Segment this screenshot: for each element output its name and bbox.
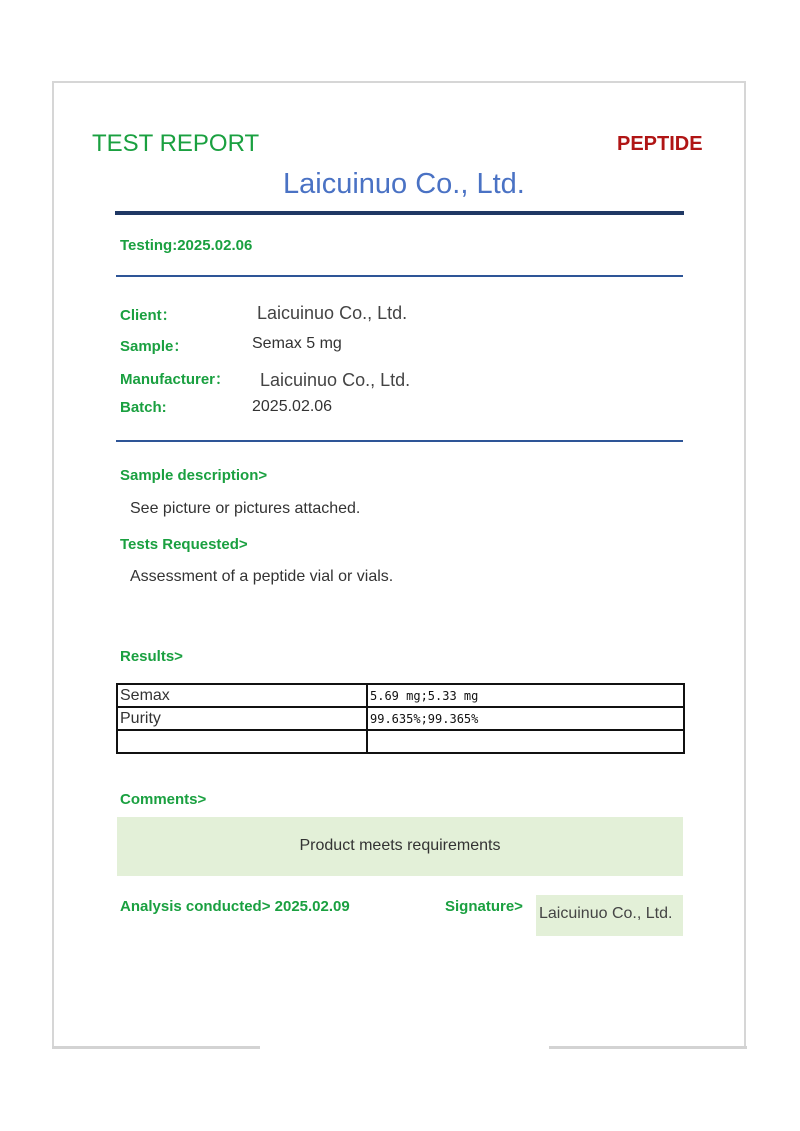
sample-label: Sample： [120, 338, 189, 355]
table-row [117, 707, 684, 730]
sample-description-heading: Sample description> [120, 467, 268, 484]
report-category: PEPTIDE [617, 133, 703, 155]
results-heading: Results> [120, 648, 183, 665]
result-name: Purity [117, 707, 367, 730]
table-row [117, 730, 684, 753]
manufacturer-label: Manufacturer： [120, 371, 231, 388]
result-value: 99.635%;99.365% [367, 707, 684, 730]
header-divider [115, 211, 684, 215]
sample-value: Semax 5 mg [252, 335, 342, 352]
signature-box [536, 895, 683, 936]
section-divider [116, 275, 683, 277]
comments-text: Product meets requirements [299, 837, 501, 854]
results-table [116, 683, 685, 754]
report-title: TEST REPORT [92, 130, 260, 157]
comments-box [117, 817, 683, 876]
sample-description-text: See picture or pictures attached. [130, 500, 361, 517]
signature-label: Signature> [445, 898, 523, 915]
testing-date: Testing:2025.02.06 [120, 237, 253, 254]
client-value: Laicuinuo Co., Ltd. [257, 303, 408, 323]
table-row [117, 684, 684, 707]
page-border-bottom-left [52, 1046, 260, 1049]
analysis-conducted: Analysis conducted> 2025.02.09 [120, 898, 350, 915]
manufacturer-value: Laicuinuo Co., Ltd. [260, 370, 411, 390]
page-border-bottom-right [549, 1046, 747, 1049]
company-name: Laicuinuo Co., Ltd. [283, 168, 525, 200]
result-value [367, 730, 684, 753]
result-value: 5.69 mg;5.33 mg [367, 684, 684, 707]
client-label: Client： [120, 307, 177, 324]
comments-heading: Comments> [120, 791, 207, 808]
tests-requested-text: Assessment of a peptide vial or vials. [130, 568, 394, 585]
tests-requested-heading: Tests Requested> [120, 536, 248, 553]
batch-value: 2025.02.06 [252, 398, 333, 415]
signature-value: Laicuinuo Co., Ltd. [539, 905, 673, 922]
result-name [117, 730, 367, 753]
section-divider [116, 440, 683, 442]
result-name: Semax [117, 684, 367, 707]
batch-label: Batch: [120, 399, 167, 416]
